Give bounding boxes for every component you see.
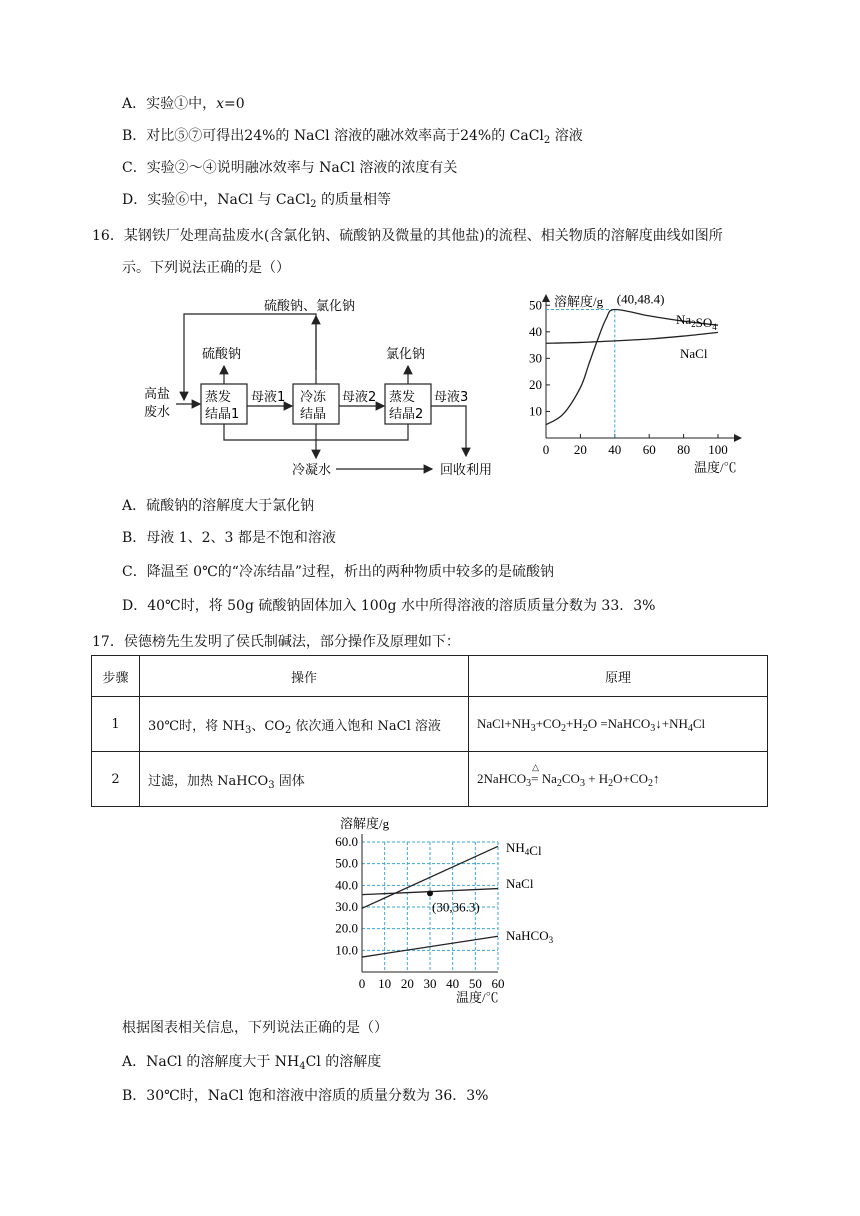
solubility-chart-nh4cl-nacl-nahco3: [320, 812, 600, 1008]
step-principle-equation-1: $NaCl+NH_3+CO_2+H_2O$ $=NaHCO_3↓+NH_4Cl$: [469, 697, 768, 752]
q17-option-b: B．30℃时，NaCl 饱和溶液中溶质的质量分数为 36．3%: [122, 1088, 489, 1104]
x-tick-label: 20: [573, 442, 587, 457]
x-tick-label: 30: [423, 976, 437, 991]
condensate-water: 冷凝水: [292, 463, 332, 478]
y-axis-label: 溶解度/g: [554, 294, 604, 309]
process-table: [91, 655, 768, 807]
q16-option-a: A．硫酸钠的溶解度大于氯化钠: [122, 498, 315, 514]
y-tick-label: 20: [529, 376, 542, 392]
peak-annotation: (40,48.4): [616, 291, 665, 307]
step-number: 2: [92, 752, 140, 807]
x-tick-label: 0: [358, 976, 366, 991]
solubility-chart-na2so4-nacl: [516, 290, 766, 480]
x-tick-label: 60: [491, 976, 505, 991]
q15-option-d: D．实验⑥中，NaCl 与 CaCl$_2$ 的质量相等: [122, 192, 391, 210]
y-tick-label: 60.0: [335, 834, 358, 849]
y-tick-label: 50.0: [335, 855, 358, 871]
x-tick-label: 60: [642, 442, 656, 457]
y-tick-label: 50: [529, 297, 542, 313]
out-sodium-chloride: 氯化钠: [386, 347, 426, 362]
x-tick-label: 20: [400, 976, 414, 991]
box1-line1: 蒸发: [205, 390, 232, 405]
series-label-nh4cl: $NH_4Cl$: [506, 840, 542, 858]
mother-liquor-3: 母液3: [434, 390, 469, 405]
step-operation: 过滤，加热 NaHCO$_3$ 固体: [140, 752, 469, 807]
step-number: 1: [92, 697, 140, 752]
q16-option-d: D．40℃时，将 50g 硫酸钠固体加入 100g 水中所得溶液的溶质质量分数为 33．3%: [122, 598, 656, 614]
y-tick-label: 10.0: [335, 942, 358, 958]
q15-option-c: C．实验②～④说明融冰效率与 NaCl 溶液的浓度有关: [122, 160, 458, 176]
table-row: [92, 697, 768, 752]
out-sodium-sulfate: 硫酸钠: [202, 347, 242, 362]
header-operation: 操作: [140, 656, 469, 697]
box3-line2: 结晶2: [389, 407, 424, 422]
step-principle-equation-2: 2NaHCO$_3$ △ = $Na_2CO_3$ + $H_2O+CO_2↑$: [469, 752, 768, 807]
step-operation: 30℃时，将 $NH_3$、$CO_2$ 依次通入饱和 NaCl 溶液: [140, 697, 469, 752]
x-tick-label: 0: [542, 442, 550, 457]
table-row: [92, 752, 768, 807]
q16-stem-line1: 16．某钢铁厂处理高盐废水(含氯化钠、硫酸钠及微量的其他盐)的流程、相关物质的溶解度曲线如图所: [92, 228, 723, 244]
series-line-nacl: [546, 332, 718, 343]
box3-line1: 蒸发: [389, 390, 416, 405]
box1-line2: 结晶1: [205, 407, 240, 422]
y-tick-label: 30: [529, 350, 542, 366]
x-tick-label: 80: [677, 442, 691, 457]
y-tick-label: 20.0: [335, 920, 358, 936]
header-principle: 原理: [469, 656, 768, 697]
flow-input-line1: 高盐: [144, 387, 171, 402]
y-axis-arrow: [542, 294, 550, 302]
point-marker: [427, 890, 433, 896]
mother-liquor-2: 母液2: [342, 390, 377, 405]
y-tick-label: 40.0: [335, 877, 358, 893]
series-label-nahco3: NaHCO$_3$: [506, 928, 554, 945]
flow-input-line2: 废水: [144, 405, 171, 420]
q17-after-text: 根据图表相关信息，下列说法正确的是（）: [122, 1020, 388, 1036]
box2-line2: 结晶: [300, 407, 327, 422]
x-tick-label: 40: [608, 442, 622, 457]
mother-liquor-1: 母液1: [251, 390, 286, 405]
q15-option-b: B．对比⑤⑦可得出24%的 NaCl 溶液的融冰效率高于24%的 CaCl$_2$ 溶液: [122, 128, 583, 146]
box2-line1: 冷冻: [300, 390, 327, 405]
q16-option-b: B．母液 1、2、3 都是不饱和溶液: [122, 530, 336, 546]
y-tick-label: 40: [529, 323, 542, 339]
q16-stem-line2: 示。下列说法正确的是（）: [122, 260, 290, 276]
point-annotation: (30,36.3): [432, 899, 480, 915]
x-tick-label: 40: [446, 976, 460, 991]
y-tick-label: 10: [529, 403, 542, 419]
x-axis-arrow: [734, 434, 742, 442]
y-tick-label: 30.0: [335, 899, 358, 914]
series-label-na2so4: $Na_2SO_4$: [676, 312, 717, 332]
recycle-use: 回收利用: [440, 463, 493, 478]
q17-option-a: A．NaCl 的溶解度大于 $NH_4Cl$ 的溶解度: [122, 1054, 382, 1072]
y-axis-label: 溶解度/g: [340, 816, 390, 831]
series-label-nacl: NaCl: [680, 346, 708, 361]
flow-top-label: 硫酸钠、氯化钠: [264, 299, 356, 314]
table-header: [92, 656, 768, 697]
x-tick-label: 100: [708, 442, 728, 457]
q15-option-a: A．实验①中，x=0: [122, 96, 245, 112]
q16-option-c: C．降温至 0℃的“冷冻结晶”过程，析出的两种物质中较多的是硫酸钠: [122, 564, 555, 580]
x-tick-label: 10: [378, 976, 392, 991]
x-axis-label: 温度/℃: [456, 990, 499, 1005]
x-tick-label: 50: [468, 976, 482, 991]
header-step: 步骤: [92, 656, 140, 697]
process-flow-diagram: [140, 294, 510, 484]
series-label-nacl: NaCl: [506, 876, 534, 891]
x-axis-label: 温度/℃: [694, 460, 737, 475]
q17-stem: 17．侯德榜先生发明了侯氏制碱法，部分操作及原理如下：: [92, 634, 460, 650]
